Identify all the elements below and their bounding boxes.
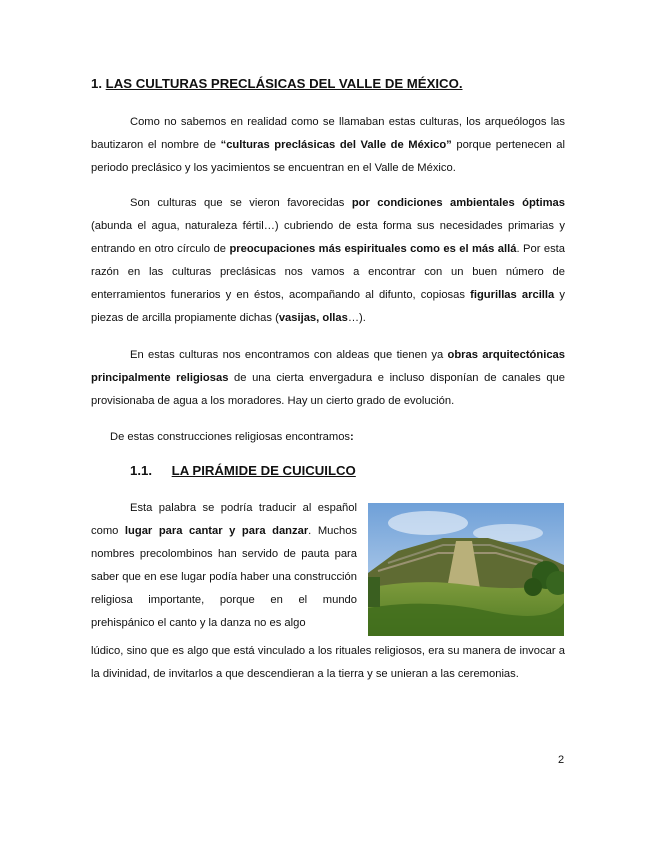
- text-run: porque pertenecen al periodo preclásico y los yacimientos se encuentran en el Valle de México.: [91, 139, 566, 174]
- bold-run: :: [350, 431, 354, 443]
- text-run: En estas culturas nos encontramos con aldeas que tienen ya: [130, 349, 448, 361]
- text-run: De estas construcciones religiosas encontramos: [110, 431, 351, 443]
- pyramid-photo: [368, 503, 564, 636]
- text-run: . Por esta razón en las culturas preclásicas nos vamos a encontrar con un buen número de enterramientos funerarios y en éstos, acompañando al difunto, copiosas: [91, 243, 566, 301]
- text-run: . Muchos nombres precolombinos han servido de pauta para saber que en ese lugar podía haber una construcción religiosa importante, porque en el mundo prehispánico el canto y la danza no es algo: [91, 525, 358, 629]
- page-number: 2: [558, 754, 565, 766]
- bold-run: figurillas arcilla: [470, 289, 555, 301]
- text-run: y piezas de arcilla propiamente dichas (: [91, 289, 565, 324]
- text-run: Como no sabemos en realidad como se llamaban estas culturas, los arqueólogos las bautizaron el nombre de: [91, 116, 565, 151]
- bold-run: preocupaciones más espirituales como es el más allá: [229, 243, 517, 255]
- section-title: LAS CULTURAS PRECLÁSICAS DEL VALLE DE MÉXICO.: [105, 76, 463, 91]
- text-run: Son culturas que se vieron favorecidas: [130, 197, 352, 209]
- subsection-number: 1.1.: [130, 463, 152, 478]
- bold-run: por condiciones ambientales óptimas: [351, 197, 565, 209]
- bold-run: vasijas, ollas: [278, 312, 348, 324]
- text-run: de una cierta envergadura e incluso disponían de canales que provisionaba de agua a los moradores. Hay un cierto grado de evolución.: [91, 372, 565, 407]
- subsection-heading: [130, 463, 356, 478]
- paragraph-villages: [91, 344, 565, 413]
- bold-run: “culturas preclásicas del Valle de México”: [220, 139, 452, 151]
- text-run: lúdico, sino que es algo que está vinculado a los rituales religiosos, era su manera de invocar a la divinidad, de invitarlos a que descendieran a la tierra y se unieran a las ceremonias.: [91, 645, 565, 680]
- paragraph-cuicuilco: [91, 497, 357, 635]
- paragraph-conditions: [91, 192, 565, 330]
- paragraph-intro: [91, 111, 565, 180]
- bold-run: lugar para cantar y para danzar: [124, 525, 309, 537]
- text-run: …).: [347, 312, 366, 324]
- text-run: Esta palabra se podría traducir al español como: [91, 502, 357, 537]
- paragraph-cuicuilco-continued: [91, 640, 565, 686]
- section-number: 1.: [91, 76, 102, 91]
- subsection-title: LA PIRÁMIDE DE CUICUILCO: [171, 463, 356, 478]
- section-heading: [91, 76, 463, 91]
- bold-run: obras arquitectónicas principalmente religiosas: [91, 349, 565, 384]
- text-run: (abunda el agua, naturaleza fértil…) cubriendo de esta forma sus necesidades primarias y entrando en otro círculo de: [91, 220, 565, 255]
- paragraph-constructions: [110, 426, 565, 449]
